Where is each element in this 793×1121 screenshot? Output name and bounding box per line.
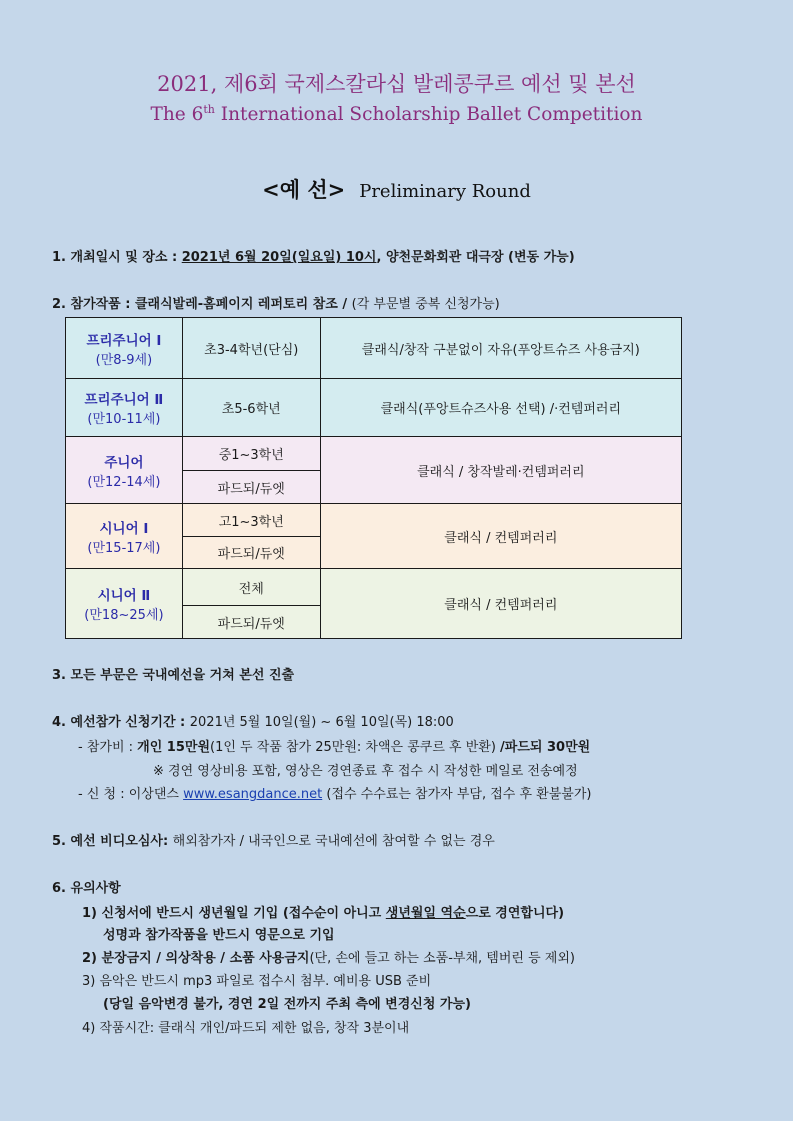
division-age: (만18~25세) (84, 608, 164, 623)
note-1a: 1) 신청서에 반드시 생년월일 기입 (접수순이 아니고 (82, 906, 386, 921)
grade-cell: 전체 (182, 569, 320, 606)
division-age: (만15-17세) (87, 540, 161, 556)
genre-cell: 클래식(푸앙트슈즈사용 선택) /·컨템퍼러리 (320, 379, 681, 437)
subtitle-sup: th (203, 102, 215, 116)
apply-rest: (접수 수수료는 참가자 부담, 접수 후 환불불가) (322, 787, 592, 802)
genre-cell: 클래식 / 컨템퍼러리 (320, 569, 681, 639)
fee-detail: (1인 두 작품 참가 25만원: 차액은 콩쿠르 후 반환) (210, 740, 501, 755)
grade-cell: 고1~3학년 (182, 504, 320, 537)
section-4 (52, 711, 454, 730)
s1-date: 2021년 6월 20일(일요일) 10시 (181, 250, 377, 265)
apply-line (78, 783, 591, 802)
round-en: Preliminary Round (359, 181, 531, 202)
grade-cell: 파드되/듀엣 (182, 537, 320, 569)
note-1b: 으로 경연합니다) (465, 906, 565, 921)
s2-note: (각 부문별 중복 신청가능) (351, 297, 500, 312)
genre-cell: 클래식/창작 구분없이 자유(푸앙트슈즈 사용금지) (320, 318, 681, 379)
table-row (66, 504, 682, 537)
section-6-title: 6. 유의사항 (52, 881, 121, 896)
note-2 (82, 947, 575, 966)
division-age: (만8-9세) (95, 352, 153, 368)
grade-cell: 중1~3학년 (182, 437, 320, 471)
fee-line (78, 736, 590, 755)
division-name: 주니어 (104, 454, 144, 471)
fee-note: ※ 경연 영상비용 포함, 영상은 경연종료 후 접수 시 작성한 메일로 전송예정 (153, 764, 578, 779)
grade-cell: 초5-6학년 (182, 379, 320, 437)
note-2-bold: 2) 분장금지 / 의상착용 / 소품 사용금지 (82, 951, 310, 966)
note-1-underline: 생년월일 역순 (385, 906, 466, 921)
round-ko: <예 선> (262, 177, 346, 202)
grade-cell: 파드되/듀엣 (182, 471, 320, 504)
table-row (66, 379, 682, 437)
division-age: (만12-14세) (87, 474, 161, 490)
division-name: 시니어 Ⅱ (97, 588, 151, 604)
note-3: 3) 음악은 반드시 mp3 파일로 접수시 첨부. 예비용 USB 준비 (82, 974, 432, 989)
grade-cell: 초3-4학년(단심) (182, 318, 320, 379)
s5-text: 해외참가자 / 내국인으로 국내예선에 참여할 수 없는 경우 (172, 834, 495, 849)
section-5 (52, 830, 495, 849)
s1-label: 1. 개최일시 및 장소 : (52, 250, 182, 265)
page-subtitle (0, 104, 793, 125)
division-cell (66, 437, 183, 504)
section-2 (52, 293, 500, 312)
fee-pasdedeux: /파드되 30만원 (500, 740, 591, 755)
note-1 (82, 902, 564, 921)
division-name: 프리주니어 Ⅰ (86, 332, 162, 349)
division-name: 시니어 Ⅰ (99, 520, 149, 537)
division-table (65, 317, 682, 639)
s4-label: 4. 예선참가 신청기간 : (52, 715, 190, 730)
page-title: 2021, 제6회 국제스칼라십 발레콩쿠르 예선 및 본선 (157, 72, 636, 96)
website-link[interactable]: www.esangdance.net (183, 787, 323, 802)
grade-cell: 파드되/듀엣 (182, 606, 320, 639)
table-row (66, 318, 682, 379)
division-name: 프리주니어 Ⅱ (84, 392, 164, 408)
division-cell (66, 379, 183, 437)
division-cell (66, 569, 183, 639)
fee-prefix: - 참가비 : (78, 740, 138, 755)
note-2-rest: (단, 손에 들고 하는 소품-부채, 템버린 등 제외) (309, 951, 575, 966)
table-row (66, 437, 682, 471)
subtitle-pre: The 6 (150, 104, 204, 125)
table-row (66, 569, 682, 606)
s1-rest: , 양천문화회관 대극장 (변동 가능) (376, 250, 575, 265)
apply-prefix: - 신 청 : 이상댄스 (78, 787, 184, 802)
note-4: 4) 작품시간: 클래식 개인/파드되 제한 없음, 창작 3분이내 (82, 1021, 410, 1036)
round-heading (0, 174, 793, 204)
section-3: 3. 모든 부문은 국내예선을 거쳐 본선 진출 (52, 668, 295, 683)
s5-label: 5. 예선 비디오심사: (52, 834, 173, 849)
section-1 (52, 246, 575, 265)
division-age: (만10-11세) (87, 412, 161, 427)
note-3-line2: (당일 음악변경 불가, 경연 2일 전까지 주최 측에 변경신청 가능) (103, 997, 471, 1012)
division-cell (66, 504, 183, 569)
genre-cell: 클래식 / 창작발레·컨템퍼러리 (320, 437, 681, 504)
note-1-line2: 성명과 참가작품을 반드시 영문으로 기입 (103, 928, 335, 943)
s2-label: 2. 참가작품 : 클래식발레-홈페이지 레퍼토리 참조 / (52, 297, 352, 312)
division-cell (66, 318, 183, 379)
genre-cell: 클래식 / 컨템퍼러리 (320, 504, 681, 569)
s4-period: 2021년 5월 10일(월) ~ 6월 10일(목) 18:00 (189, 715, 454, 730)
subtitle-post: International Scholarship Ballet Competition (214, 104, 643, 125)
fee-individual: 개인 15만원 (137, 740, 211, 755)
